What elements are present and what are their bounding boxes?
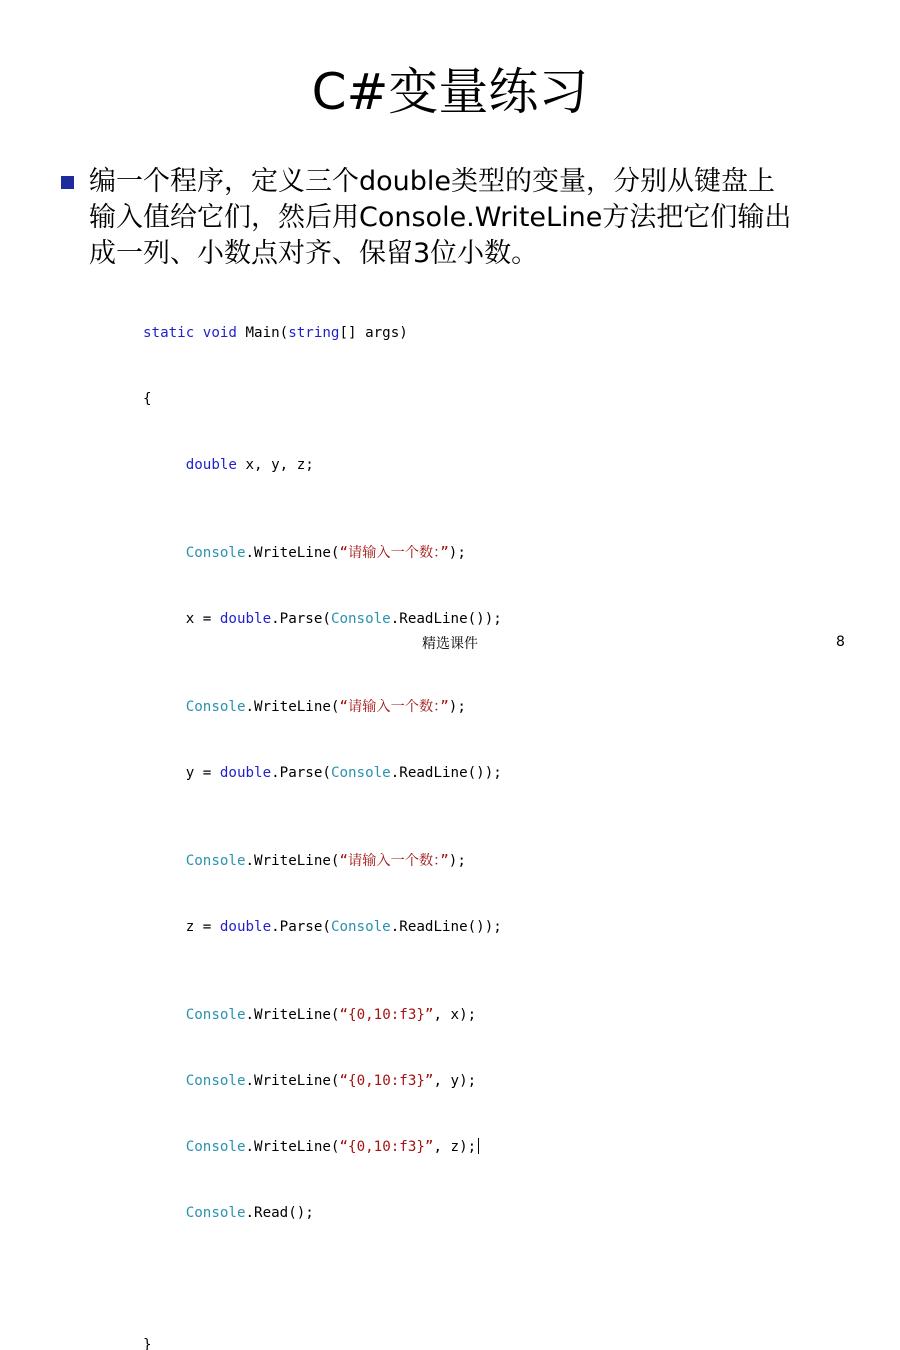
code-text: } [143, 1337, 152, 1350]
code-text: ); [448, 699, 466, 715]
code-type: Console [330, 611, 391, 627]
code-text: .Read(); [245, 1205, 314, 1221]
code-text: x, y, z; [236, 457, 314, 473]
code-string: “{0,10:f3}” [339, 1007, 434, 1023]
code-text: ); [448, 853, 466, 869]
code-line-read [143, 1202, 502, 1224]
code-text: .WriteLine( [245, 1139, 340, 1155]
code-type: Console [185, 1073, 246, 1089]
code-line-parse-z [143, 916, 502, 938]
code-type: Console [185, 1205, 246, 1221]
code-string: “{0,10:f3}” [339, 1073, 434, 1089]
code-line-prompt-3 [143, 850, 502, 872]
code-text: .WriteLine( [245, 699, 340, 715]
bullet-line-3: 成一列、小数点对齐、保留3位小数。 [89, 238, 539, 269]
page-number: 8 [836, 634, 845, 650]
bullet-square-icon [61, 176, 74, 189]
code-string: “请输入一个数：” [339, 545, 449, 561]
code-line-parse-x [143, 608, 502, 630]
code-text: , x); [433, 1007, 477, 1023]
code-line-prompt-1 [143, 542, 502, 564]
code-text: .Parse( [271, 919, 331, 935]
code-text: z = [185, 919, 220, 935]
code-line-prompt-2 [143, 696, 502, 718]
code-text: { [143, 391, 152, 407]
code-type: Console [185, 1007, 246, 1023]
code-line-output-x [143, 1004, 502, 1026]
code-keyword: double [185, 457, 237, 473]
code-line-output-y [143, 1070, 502, 1092]
slide-title: C#变量练习 [311, 63, 589, 121]
code-line-output-z [143, 1136, 502, 1158]
code-keyword: double [219, 765, 272, 781]
code-keyword: static [143, 325, 195, 341]
footer-text: 精选课件 [422, 636, 478, 652]
code-text: .WriteLine( [245, 1007, 340, 1023]
code-text: , y); [433, 1073, 477, 1089]
code-type: Console [330, 765, 391, 781]
code-text: , z); [433, 1139, 477, 1155]
bullet-text [89, 164, 849, 272]
code-type: Console [330, 919, 391, 935]
code-line-decl [143, 454, 502, 476]
code-text: .WriteLine( [245, 545, 340, 561]
code-line-blank [143, 1268, 502, 1290]
code-text: y = [185, 765, 220, 781]
code-text: Main( [236, 325, 289, 341]
code-keyword: double [219, 611, 272, 627]
bullet-line-2: 输入值给它们，然后用Console.WriteLine方法把它们输出 [89, 202, 792, 233]
code-line-signature [143, 322, 502, 344]
code-text: ); [448, 545, 466, 561]
code-type: Console [185, 545, 246, 561]
code-line-close-brace [143, 1334, 502, 1350]
code-text: .Parse( [271, 765, 331, 781]
code-text: .Parse( [271, 611, 331, 627]
code-string: “{0,10:f3}” [339, 1139, 434, 1155]
code-text: .ReadLine()); [390, 919, 502, 935]
code-keyword: void [202, 325, 237, 341]
code-text: .WriteLine( [245, 853, 340, 869]
bullet-line-1: 编一个程序，定义三个double类型的变量，分别从键盘上 [89, 166, 776, 197]
code-line-parse-y [143, 762, 502, 784]
code-text: .ReadLine()); [390, 765, 502, 781]
code-text: [] args) [339, 325, 408, 341]
code-type: Console [185, 853, 246, 869]
code-type: Console [185, 699, 246, 715]
code-string: “请输入一个数：” [339, 699, 449, 715]
text-cursor [478, 1138, 479, 1154]
code-text: .WriteLine( [245, 1073, 340, 1089]
code-type: Console [185, 1139, 246, 1155]
code-block [143, 278, 502, 1350]
code-line-open-brace [143, 388, 502, 410]
code-keyword: string [288, 325, 340, 341]
code-string: “请输入一个数：” [339, 853, 449, 869]
code-keyword: double [219, 919, 272, 935]
code-text: x = [185, 611, 220, 627]
code-text: .ReadLine()); [390, 611, 502, 627]
